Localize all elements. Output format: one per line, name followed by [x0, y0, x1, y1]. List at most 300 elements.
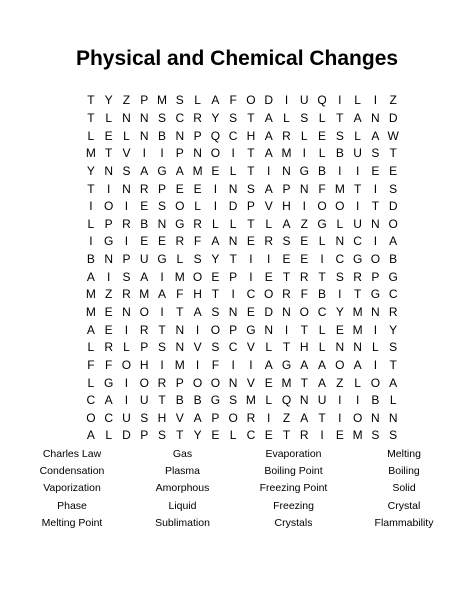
word-list-item: Amorphous	[155, 482, 210, 495]
grid-row	[82, 427, 402, 445]
grid-letter: W	[387, 128, 399, 143]
grid-letter: B	[389, 252, 398, 267]
grid-letter: T	[282, 340, 291, 355]
grid-letter: O	[335, 199, 345, 214]
grid-letter: N	[299, 393, 309, 408]
grid-row	[82, 251, 402, 269]
grid-letter: A	[264, 357, 273, 372]
grid-letter: F	[105, 357, 113, 372]
grid-letter: I	[124, 375, 129, 390]
grid-letter: O	[335, 357, 345, 372]
grid-letter: L	[265, 393, 273, 408]
grid-letter: M	[85, 287, 96, 302]
grid-letter: G	[157, 163, 167, 178]
grid-letter: T	[336, 110, 344, 125]
grid-letter: Z	[122, 93, 131, 108]
grid-letter: U	[122, 410, 131, 425]
grid-letter: B	[335, 146, 344, 161]
grid-letter: A	[86, 269, 95, 284]
word-list-item: Melting Point	[41, 516, 103, 529]
grid-letter: Y	[104, 93, 113, 108]
letter-grid	[82, 92, 402, 445]
grid-letter: S	[300, 110, 309, 125]
grid-letter: P	[104, 216, 113, 231]
grid-letter: A	[86, 322, 95, 337]
grid-letter: R	[193, 110, 202, 125]
grid-letter: G	[317, 216, 327, 231]
grid-letter: O	[210, 375, 221, 390]
grid-letter: M	[85, 146, 96, 161]
grid-letter: B	[318, 287, 327, 302]
grid-letter: P	[122, 252, 131, 267]
grid-letter: L	[229, 163, 237, 178]
grid-letter: L	[318, 322, 326, 337]
grid-letter: B	[175, 393, 184, 408]
grid-letter: L	[176, 252, 184, 267]
grid-letter: D	[228, 199, 238, 214]
grid-letter: D	[122, 428, 131, 443]
grid-letter: H	[193, 287, 202, 302]
grid-letter: N	[371, 305, 380, 319]
grid-letter: N	[122, 305, 131, 319]
grid-letter: E	[211, 269, 220, 284]
grid-letter: R	[157, 375, 167, 390]
grid-letter: I	[284, 322, 289, 337]
grid-letter: O	[246, 93, 256, 108]
word-list-item: Crystals	[274, 516, 313, 529]
grid-letter: H	[139, 357, 149, 372]
grid-letter: N	[122, 181, 131, 196]
grid-letter: P	[175, 375, 184, 390]
grid-letter: P	[193, 128, 202, 143]
grid-letter: I	[355, 393, 360, 408]
grid-letter: F	[318, 181, 326, 196]
grid-row	[82, 145, 402, 163]
grid-letter: E	[104, 305, 113, 319]
grid-letter: P	[371, 269, 380, 284]
grid-letter: A	[211, 93, 220, 108]
grid-letter: I	[267, 163, 271, 178]
word-list-item: Gas	[172, 448, 193, 460]
grid-letter: N	[371, 410, 380, 425]
grid-letter: N	[228, 234, 238, 249]
grid-letter: N	[299, 181, 309, 196]
grid-letter: B	[371, 393, 380, 408]
grid-letter: T	[176, 305, 184, 319]
grid-letter: C	[104, 410, 113, 425]
word-list-item: Evaporation	[265, 448, 322, 460]
grid-row	[82, 127, 402, 145]
grid-letter: A	[193, 305, 202, 319]
grid-letter: E	[264, 375, 273, 390]
grid-letter: O	[228, 410, 238, 425]
grid-letter: P	[175, 146, 184, 161]
grid-letter: F	[229, 93, 237, 108]
grid-letter: I	[231, 146, 235, 161]
grid-letter: S	[140, 410, 149, 425]
grid-letter: A	[86, 428, 95, 443]
grid-letter: T	[158, 322, 166, 337]
grid-letter: A	[389, 234, 398, 249]
grid-letter: Y	[86, 163, 95, 178]
grid-letter: N	[282, 305, 291, 319]
grid-letter: O	[175, 199, 185, 214]
grid-letter: N	[228, 181, 238, 196]
grid-letter: R	[388, 305, 398, 319]
grid-letter: D	[388, 110, 398, 125]
grid-letter: R	[104, 340, 113, 355]
grid-letter: O	[192, 375, 203, 390]
grid-letter: Z	[389, 93, 397, 108]
grid-letter: G	[104, 234, 114, 249]
grid-letter: I	[284, 93, 289, 108]
grid-row	[82, 198, 402, 216]
grid-letter: B	[140, 216, 149, 231]
grid-letter: F	[176, 287, 184, 302]
grid-letter: I	[231, 357, 235, 372]
word-list-item: Freezing Point	[259, 482, 328, 495]
grid-letter: E	[104, 128, 113, 143]
grid-letter: G	[281, 357, 292, 372]
grid-letter: I	[267, 252, 271, 267]
grid-letter: M	[334, 181, 345, 196]
grid-letter: I	[267, 410, 271, 425]
grid-letter: O	[370, 252, 381, 267]
grid-letter: L	[283, 110, 290, 125]
grid-letter: E	[158, 234, 167, 249]
grid-row	[82, 233, 402, 251]
grid-letter: P	[282, 181, 291, 196]
grid-letter: C	[175, 110, 185, 125]
grid-letter: T	[87, 110, 95, 125]
grid-letter: S	[211, 340, 220, 355]
grid-row	[82, 374, 402, 392]
word-list-item: Liquid	[168, 499, 197, 512]
grid-letter: I	[160, 269, 164, 284]
grid-letter: P	[211, 410, 220, 425]
word-list-item: Crystal	[387, 499, 421, 512]
grid-letter: N	[335, 340, 345, 355]
grid-letter: E	[389, 163, 398, 178]
grid-letter: R	[122, 287, 131, 302]
grid-letter: I	[302, 199, 306, 214]
grid-letter: E	[211, 163, 220, 178]
grid-letter: T	[353, 287, 362, 302]
word-list-item: Flammability	[374, 516, 434, 529]
grid-letter: N	[335, 234, 345, 249]
grid-letter: H	[299, 340, 309, 355]
grid-letter: I	[338, 393, 342, 408]
grid-letter: M	[157, 93, 168, 108]
grid-letter: A	[371, 128, 380, 143]
grid-letter: D	[388, 199, 398, 214]
grid-letter: Y	[335, 305, 344, 319]
grid-letter: L	[265, 216, 273, 231]
grid-letter: B	[86, 252, 95, 267]
grid-letter: L	[318, 340, 326, 355]
grid-letter: L	[105, 110, 113, 125]
grid-letter: L	[194, 199, 201, 214]
grid-letter: A	[140, 269, 149, 284]
grid-letter: I	[231, 287, 235, 302]
grid-letter: O	[86, 410, 96, 425]
grid-letter: C	[246, 428, 256, 443]
grid-letter: S	[193, 252, 202, 267]
grid-letter: M	[245, 393, 256, 408]
grid-letter: T	[87, 93, 95, 108]
grid-letter: S	[371, 146, 380, 161]
grid-letter: S	[158, 199, 167, 214]
grid-letter: O	[104, 199, 114, 214]
grid-letter: E	[264, 428, 273, 443]
grid-letter: I	[373, 357, 378, 372]
grid-row	[82, 410, 402, 428]
grid-letter: Y	[211, 252, 220, 267]
grid-letter: O	[317, 199, 327, 214]
grid-letter: Z	[336, 375, 344, 390]
grid-letter: N	[122, 110, 131, 125]
grid-letter: I	[195, 322, 200, 337]
grid-letter: L	[336, 216, 344, 231]
grid-letter: L	[87, 375, 95, 390]
grid-letter: L	[87, 340, 95, 355]
grid-letter: S	[122, 163, 131, 178]
grid-letter: I	[320, 428, 324, 443]
grid-letter: R	[193, 216, 202, 231]
grid-letter: E	[371, 163, 380, 178]
grid-letter: N	[104, 252, 113, 267]
grid-letter: I	[142, 146, 146, 161]
grid-letter: I	[373, 234, 378, 249]
grid-letter: F	[211, 357, 220, 372]
grid-letter: Q	[281, 393, 292, 408]
grid-letter: G	[157, 252, 167, 267]
grid-letter: H	[157, 410, 167, 425]
grid-letter: H	[282, 199, 291, 214]
grid-letter: A	[282, 216, 291, 231]
grid-letter: L	[354, 128, 361, 143]
grid-letter: R	[282, 287, 291, 302]
grid-letter: R	[122, 216, 131, 231]
grid-letter: I	[302, 146, 306, 161]
grid-row	[82, 215, 402, 233]
grid-letter: T	[247, 216, 255, 231]
grid-letter: Y	[193, 428, 202, 443]
grid-letter: L	[265, 340, 273, 355]
grid-letter: E	[104, 322, 113, 337]
grid-letter: F	[87, 357, 95, 372]
grid-letter: U	[353, 216, 362, 231]
grid-letter: I	[124, 393, 129, 408]
grid-letter: N	[193, 146, 202, 161]
grid-letter: O	[210, 322, 221, 337]
grid-letter: Z	[300, 216, 308, 231]
grid-letter: A	[264, 128, 273, 143]
grid-letter: S	[122, 269, 131, 284]
grid-letter: B	[193, 393, 202, 408]
grid-letter: I	[338, 93, 342, 108]
grid-letter: R	[139, 322, 149, 337]
grid-letter: T	[353, 181, 362, 196]
grid-letter: E	[335, 428, 344, 443]
grid-letter: E	[140, 234, 149, 249]
grid-letter: C	[317, 305, 327, 319]
grid-letter: M	[85, 305, 96, 319]
grid-letter: I	[320, 252, 324, 267]
grid-letter: N	[371, 110, 380, 125]
grid-letter: T	[247, 163, 255, 178]
grid-letter: L	[194, 93, 201, 108]
grid-letter: T	[282, 428, 291, 443]
grid-letter: T	[87, 181, 95, 196]
grid-letter: S	[158, 340, 167, 355]
grid-row	[82, 92, 402, 110]
grid-letter: V	[193, 340, 202, 355]
grid-letter: I	[89, 234, 93, 249]
grid-letter: L	[318, 110, 326, 125]
grid-letter: R	[282, 128, 291, 143]
grid-row	[82, 180, 402, 198]
grid-letter: I	[213, 199, 218, 214]
grid-letter: S	[158, 110, 167, 125]
grid-letter: L	[123, 340, 130, 355]
grid-letter: F	[193, 234, 202, 249]
grid-letter: S	[335, 128, 344, 143]
grid-letter: L	[318, 234, 326, 249]
grid-letter: S	[229, 393, 238, 408]
grid-letter: N	[175, 322, 185, 337]
grid-letter: T	[158, 393, 166, 408]
grid-letter: A	[264, 181, 273, 196]
grid-row	[82, 163, 402, 181]
grid-letter: L	[354, 93, 361, 108]
grid-letter: Q	[317, 93, 327, 108]
word-list-item: Boiling	[388, 465, 420, 478]
grid-letter: E	[300, 234, 309, 249]
grid-letter: M	[281, 146, 292, 161]
grid-letter: N	[104, 163, 113, 178]
grid-letter: S	[246, 181, 255, 196]
grid-letter: I	[373, 93, 378, 108]
grid-letter: L	[318, 146, 326, 161]
word-list-item: Vaporization	[43, 482, 101, 495]
grid-letter: O	[299, 305, 309, 319]
grid-letter: N	[139, 128, 149, 143]
grid-letter: P	[140, 428, 149, 443]
word-list-item: Condensation	[39, 465, 105, 478]
word-list-item: Sublimation	[155, 516, 210, 529]
grid-letter: Z	[105, 287, 113, 302]
grid-letter: N	[175, 340, 185, 355]
word-list-item: Phase	[57, 499, 87, 512]
grid-letter: H	[246, 128, 256, 143]
grid-letter: P	[229, 269, 238, 284]
grid-letter: U	[353, 146, 362, 161]
grid-letter: V	[246, 375, 255, 390]
grid-letter: A	[300, 410, 309, 425]
grid-letter: Q	[210, 128, 221, 143]
grid-letter: I	[338, 163, 342, 178]
grid-letter: A	[353, 357, 362, 372]
word-list-item: Boiling Point	[264, 465, 323, 478]
grid-letter: G	[246, 322, 256, 337]
grid-letter: T	[247, 146, 255, 161]
grid-letter: N	[228, 375, 238, 390]
grid-letter: S	[389, 181, 398, 196]
grid-letter: A	[140, 163, 149, 178]
grid-row	[82, 304, 402, 322]
grid-letter: O	[192, 269, 203, 284]
grid-letter: C	[86, 393, 96, 408]
grid-letter: U	[139, 252, 149, 267]
grid-letter: G	[299, 163, 309, 178]
grid-letter: I	[249, 269, 253, 284]
grid-letter: U	[317, 393, 327, 408]
grid-letter: U	[299, 93, 309, 108]
grid-letter: E	[246, 234, 255, 249]
grid-letter: M	[174, 269, 185, 284]
grid-row	[82, 268, 402, 286]
grid-letter: V	[246, 340, 255, 355]
grid-letter: D	[264, 93, 274, 108]
grid-letter: C	[388, 287, 398, 302]
grid-letter: T	[247, 110, 255, 125]
grid-letter: C	[228, 128, 238, 143]
grid-letter: T	[176, 428, 184, 443]
grid-letter: I	[160, 305, 164, 319]
grid-letter: G	[388, 269, 398, 284]
grid-letter: A	[175, 163, 184, 178]
grid-letter: Y	[211, 110, 220, 125]
grid-letter: O	[264, 287, 274, 302]
grid-letter: M	[281, 375, 292, 390]
grid-letter: T	[300, 375, 308, 390]
grid-letter: E	[193, 181, 202, 196]
grid-letter: E	[264, 269, 273, 284]
grid-letter: A	[389, 375, 398, 390]
grid-letter: I	[107, 269, 111, 284]
grid-letter: B	[158, 128, 167, 143]
grid-letter: N	[371, 216, 380, 231]
grid-letter: A	[104, 393, 113, 408]
grid-letter: O	[370, 375, 381, 390]
grid-letter: M	[352, 428, 363, 443]
grid-letter: I	[89, 199, 93, 214]
word-list-item: Plasma	[164, 465, 200, 478]
grid-letter: S	[175, 93, 184, 108]
word-list	[17, 446, 459, 532]
grid-row	[82, 286, 402, 304]
grid-letter: S	[211, 305, 220, 319]
grid-letter: I	[213, 181, 218, 196]
grid-letter: R	[353, 269, 362, 284]
grid-letter: R	[139, 181, 149, 196]
grid-letter: N	[228, 305, 238, 319]
grid-letter: T	[300, 322, 308, 337]
grid-letter: N	[353, 340, 362, 355]
grid-letter: E	[140, 199, 149, 214]
grid-letter: A	[318, 375, 327, 390]
grid-letter: C	[228, 340, 238, 355]
grid-letter: F	[300, 287, 308, 302]
grid-letter: C	[353, 234, 362, 249]
grid-letter: M	[174, 357, 185, 372]
grid-letter: I	[249, 357, 253, 372]
grid-letter: C	[246, 287, 256, 302]
grid-letter: L	[389, 393, 397, 408]
grid-row	[82, 321, 402, 339]
grid-letter: L	[229, 428, 237, 443]
